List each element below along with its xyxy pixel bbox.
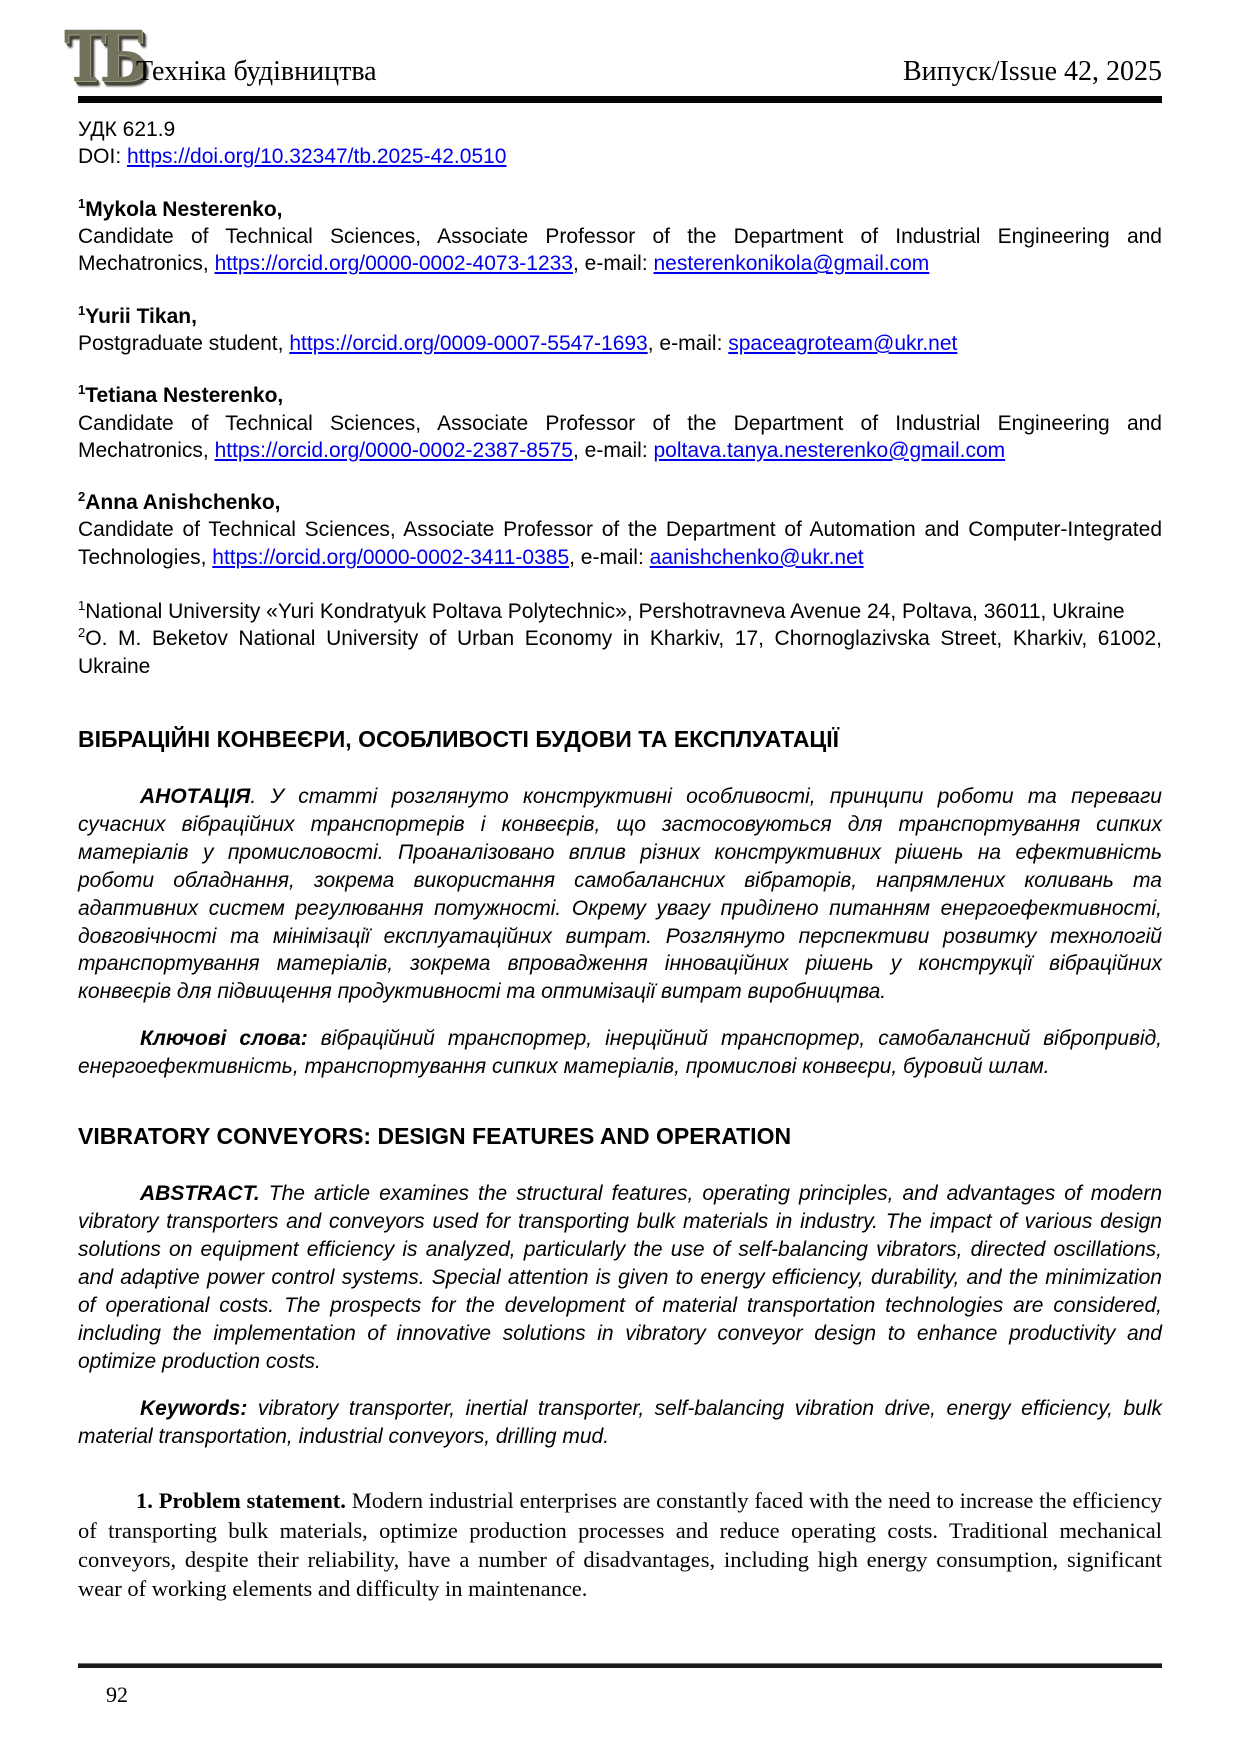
doi-link[interactable]: https://doi.org/10.32347/tb.2025-42.0510: [127, 144, 507, 168]
author-block: [78, 303, 1162, 358]
author-name: $^1$Yurii Tikan,: [78, 302, 197, 328]
affiliation: $^1$National University «Yuri Kondratyuk Poltava Polytechnic», Pershotravneva Avenue 24, Poltava, 36011, Ukraine: [78, 598, 1125, 624]
abstract-english: ABSTRACT. The article examines the structural features, operating principles, and advantages of modern vibratory transporters and conveyors used for transporting bulk materials in industry. The impact of various design solutions on equipment efficiency is analyzed, particularly the use of self-balancing vibrators, directed oscillations, and adaptive power control systems. Special attention is given to energy efficiency, durability, and the minimization of operational costs. The prospects for the development of material transportation technologies are considered, including the implementation of innovative solutions in vibratory conveyor design to enhance productivity and optimize production costs.: [78, 1182, 1162, 1373]
author-block: [78, 489, 1162, 571]
header-divider: [78, 96, 1162, 103]
footer-divider: [78, 1663, 1162, 1668]
author-block: [78, 382, 1162, 464]
keywords-english-label: Keywords:: [140, 1396, 248, 1420]
page-number: 92: [106, 1682, 128, 1707]
abstract-english-label: ABSTRACT.: [140, 1182, 260, 1206]
keywords-english: Keywords: vibratory transporter, inertial transporter, self-balancing vibration drive, energy efficiency, bulk material transportation, industrial conveyors, drilling mud.: [78, 1396, 1162, 1448]
email-link[interactable]: poltava.tanya.nesterenko@gmail.com: [653, 438, 1006, 462]
article-title-ukrainian: ВІБРАЦІЙНІ КОНВЕЄРИ, ОСОБЛИВОСТІ БУДОВИ ТА ЕКСПЛУАТАЦІЇ: [78, 725, 839, 752]
page-footer: [78, 1663, 1162, 1708]
author-description: Postgraduate student, https://orcid.org/0009-0007-5547-1693, e-mail: spaceagroteam@ukr.net: [78, 331, 958, 355]
affiliation-sup: 2: [78, 625, 86, 641]
section-heading: 1. Problem statement.: [136, 1488, 346, 1514]
email-link[interactable]: aanishchenko@ukr.net: [649, 545, 864, 569]
article-title-english: VIBRATORY CONVEYORS: DESIGN FEATURES AND OPERATION: [78, 1123, 792, 1150]
keywords-ukrainian-label: Ключові слова:: [140, 1027, 308, 1051]
author-affiliation-sup: 1: [78, 302, 86, 318]
issue-label: Випуск/Issue 42, 2025: [903, 56, 1162, 87]
orcid-link[interactable]: https://orcid.org/0009-0007-5547-1693: [289, 331, 648, 355]
author-name: $^2$Anna Anishchenko,: [78, 489, 281, 515]
email-link[interactable]: spaceagroteam@ukr.net: [728, 331, 958, 355]
orcid-link[interactable]: https://orcid.org/0000-0002-4073-1233: [214, 252, 573, 276]
keywords-ukrainian: Ключові слова: вібраційний транспортер, інерційний транспортер, самобалансний вібропривід, енергоефективність, транспортування сипких матеріалів, промислові конвеєри, буровий шлам.: [78, 1027, 1163, 1079]
author-affiliation-sup: 2: [78, 489, 86, 505]
affiliations-block: [78, 598, 1162, 680]
author-affiliation-sup: 1: [78, 382, 86, 398]
orcid-link[interactable]: https://orcid.org/0000-0002-3411-0385: [212, 545, 570, 569]
email-link[interactable]: nesterenkonikola@gmail.com: [653, 252, 930, 276]
journal-title: Техніка будівництва: [136, 56, 377, 87]
author-name: $^1$Tetiana Nesterenko,: [78, 382, 284, 408]
meta-block: [78, 117, 1162, 171]
author-description: Candidate of Technical Sciences, Associate Professor of the Department of Industrial Engineering and Mechatronics, https://orcid.org/0000-0002-2387-8575, e-mail: poltava.tanya.nesterenko@gmail.com: [78, 411, 1162, 462]
journal-header: [64, 15, 1162, 99]
udc-code: УДК 621.9: [78, 118, 176, 141]
doi-label: DOI:: [78, 144, 128, 168]
author-description: Candidate of Technical Sciences, Associate Professor of the Department of Industrial Engineering and Mechatronics, https://orcid.org/0000-0002-4073-1233, e-mail: nesterenkonikola@gmail.com: [78, 225, 1162, 276]
journal-logo: ТБ: [64, 15, 142, 99]
author-block: [78, 196, 1162, 278]
abstract-ukrainian: АНОТАЦІЯ. У статті розглянуто конструктивні особливості, принципи роботи та переваги сучасних вібраційних транспортерів і конвеєрів, що застосовуються для транспортування сипких матеріалів у промисловості. Проаналізовано вплив різних конструктивних рішень на ефективність роботи обладнання, зокрема використання самобалансних вібраторів, напрямлених коливань та адаптивних систем регулювання потужності. Окрему увагу приділено питанням енергоефективності, довговічності та мінімізації експлуатаційних витрат. Розглянуто перспективи розвитку технологій транспортування матеріалів, зокрема впровадження інноваційних рішень у конструкції вібраційних конвеєрів для підвищення продуктивності та оптимізації витрат виробництва.: [78, 784, 1162, 1004]
affiliation-sup: 1: [78, 598, 86, 614]
affiliation: $^2$O. M. Beketov National University of Urban Economy in Kharkiv, 17, Chornoglazivska Street, Kharkiv, 61002, Ukraine: [78, 625, 1162, 678]
section-problem-statement: 1. Problem statement. Modern industrial enterprises are constantly faced with the need to increase the efficiency of transporting bulk materials, optimize production processes and reduce operating costs. Traditional mechanical conveyors, despite their reliability, have a number of disadvantages, including high energy consumption, significant wear of working elements and difficulty in maintenance.: [78, 1488, 1163, 1602]
author-description: Candidate of Technical Sciences, Associate Professor of the Department of Automation and Computer-Integrated Technologies, https://orcid.org/0000-0002-3411-0385, e-mail: aanishchenko@ukr.net: [78, 518, 1162, 569]
author-name: $^1$Mykola Nesterenko,: [78, 195, 283, 221]
doi-line: [78, 144, 1162, 171]
abstract-ukrainian-label: АНОТАЦІЯ: [140, 784, 251, 808]
author-affiliation-sup: 1: [78, 195, 86, 211]
orcid-link[interactable]: https://orcid.org/0000-0002-2387-8575: [214, 438, 573, 462]
